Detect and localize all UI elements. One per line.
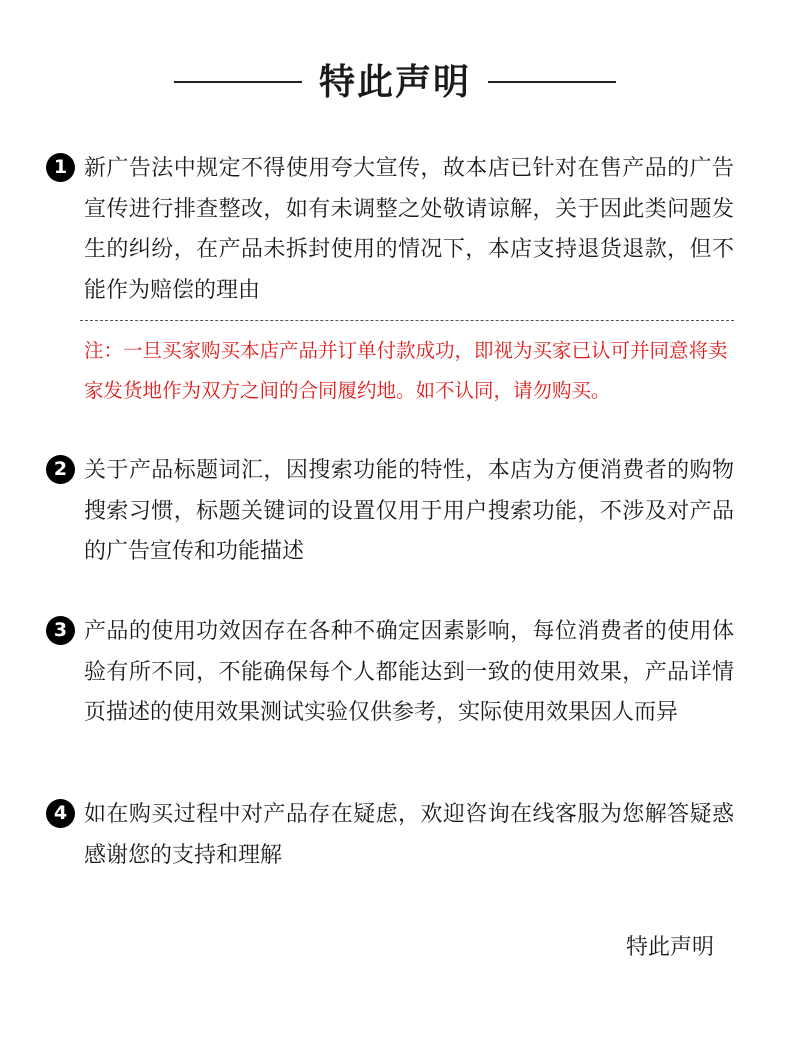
title-divider-right: [488, 81, 616, 83]
number-badge-4: 4: [46, 799, 75, 828]
signature: 特此声明: [625, 935, 714, 960]
number-badge-2: 2: [46, 455, 75, 484]
dashed-divider: [80, 320, 734, 321]
title-row: [0, 58, 790, 108]
number-badge-3: 3: [46, 616, 75, 645]
statement-text-3: 产品的使用功效因存在各种不确定因素影响，每位消费者的使用体验有所不同，不能确保每个人都能达到一致的使用效果，产品详情页描述的使用效果测试实验仅供参考，实际使用效果因人而异: [84, 619, 734, 725]
statement-text-1: 新广告法中规定不得使用夸大宣传，故本店已针对在售产品的广告宣传进行排查整改，如有未调整之处敬请谅解，关于因此类问题发生的纠纷，在产品未拆封使用的情况下，本店支持退货退款，但不能作为赔偿的理由: [84, 156, 734, 303]
title-divider-left: [174, 81, 302, 83]
page-title: 特此声明: [318, 62, 471, 103]
statement-text-2: 关于产品标题词汇，因搜索功能的特性，本店为方便消费者的购物搜索习惯，标题关键词的设置仅用于用户搜索功能，不涉及对产品的广告宣传和功能描述: [84, 458, 734, 564]
red-note: 注：一旦买家购买本店产品并订单付款成功，即视为买家已认可并同意将卖家发货地作为双方之间的合同履约地。如不认同，请勿购买。: [84, 339, 728, 402]
number-badge-1: 1: [46, 153, 75, 182]
statement-text-4: 如在购买过程中对产品存在疑虑，欢迎咨询在线客服为您解答疑惑感谢您的支持和理解: [84, 802, 734, 868]
